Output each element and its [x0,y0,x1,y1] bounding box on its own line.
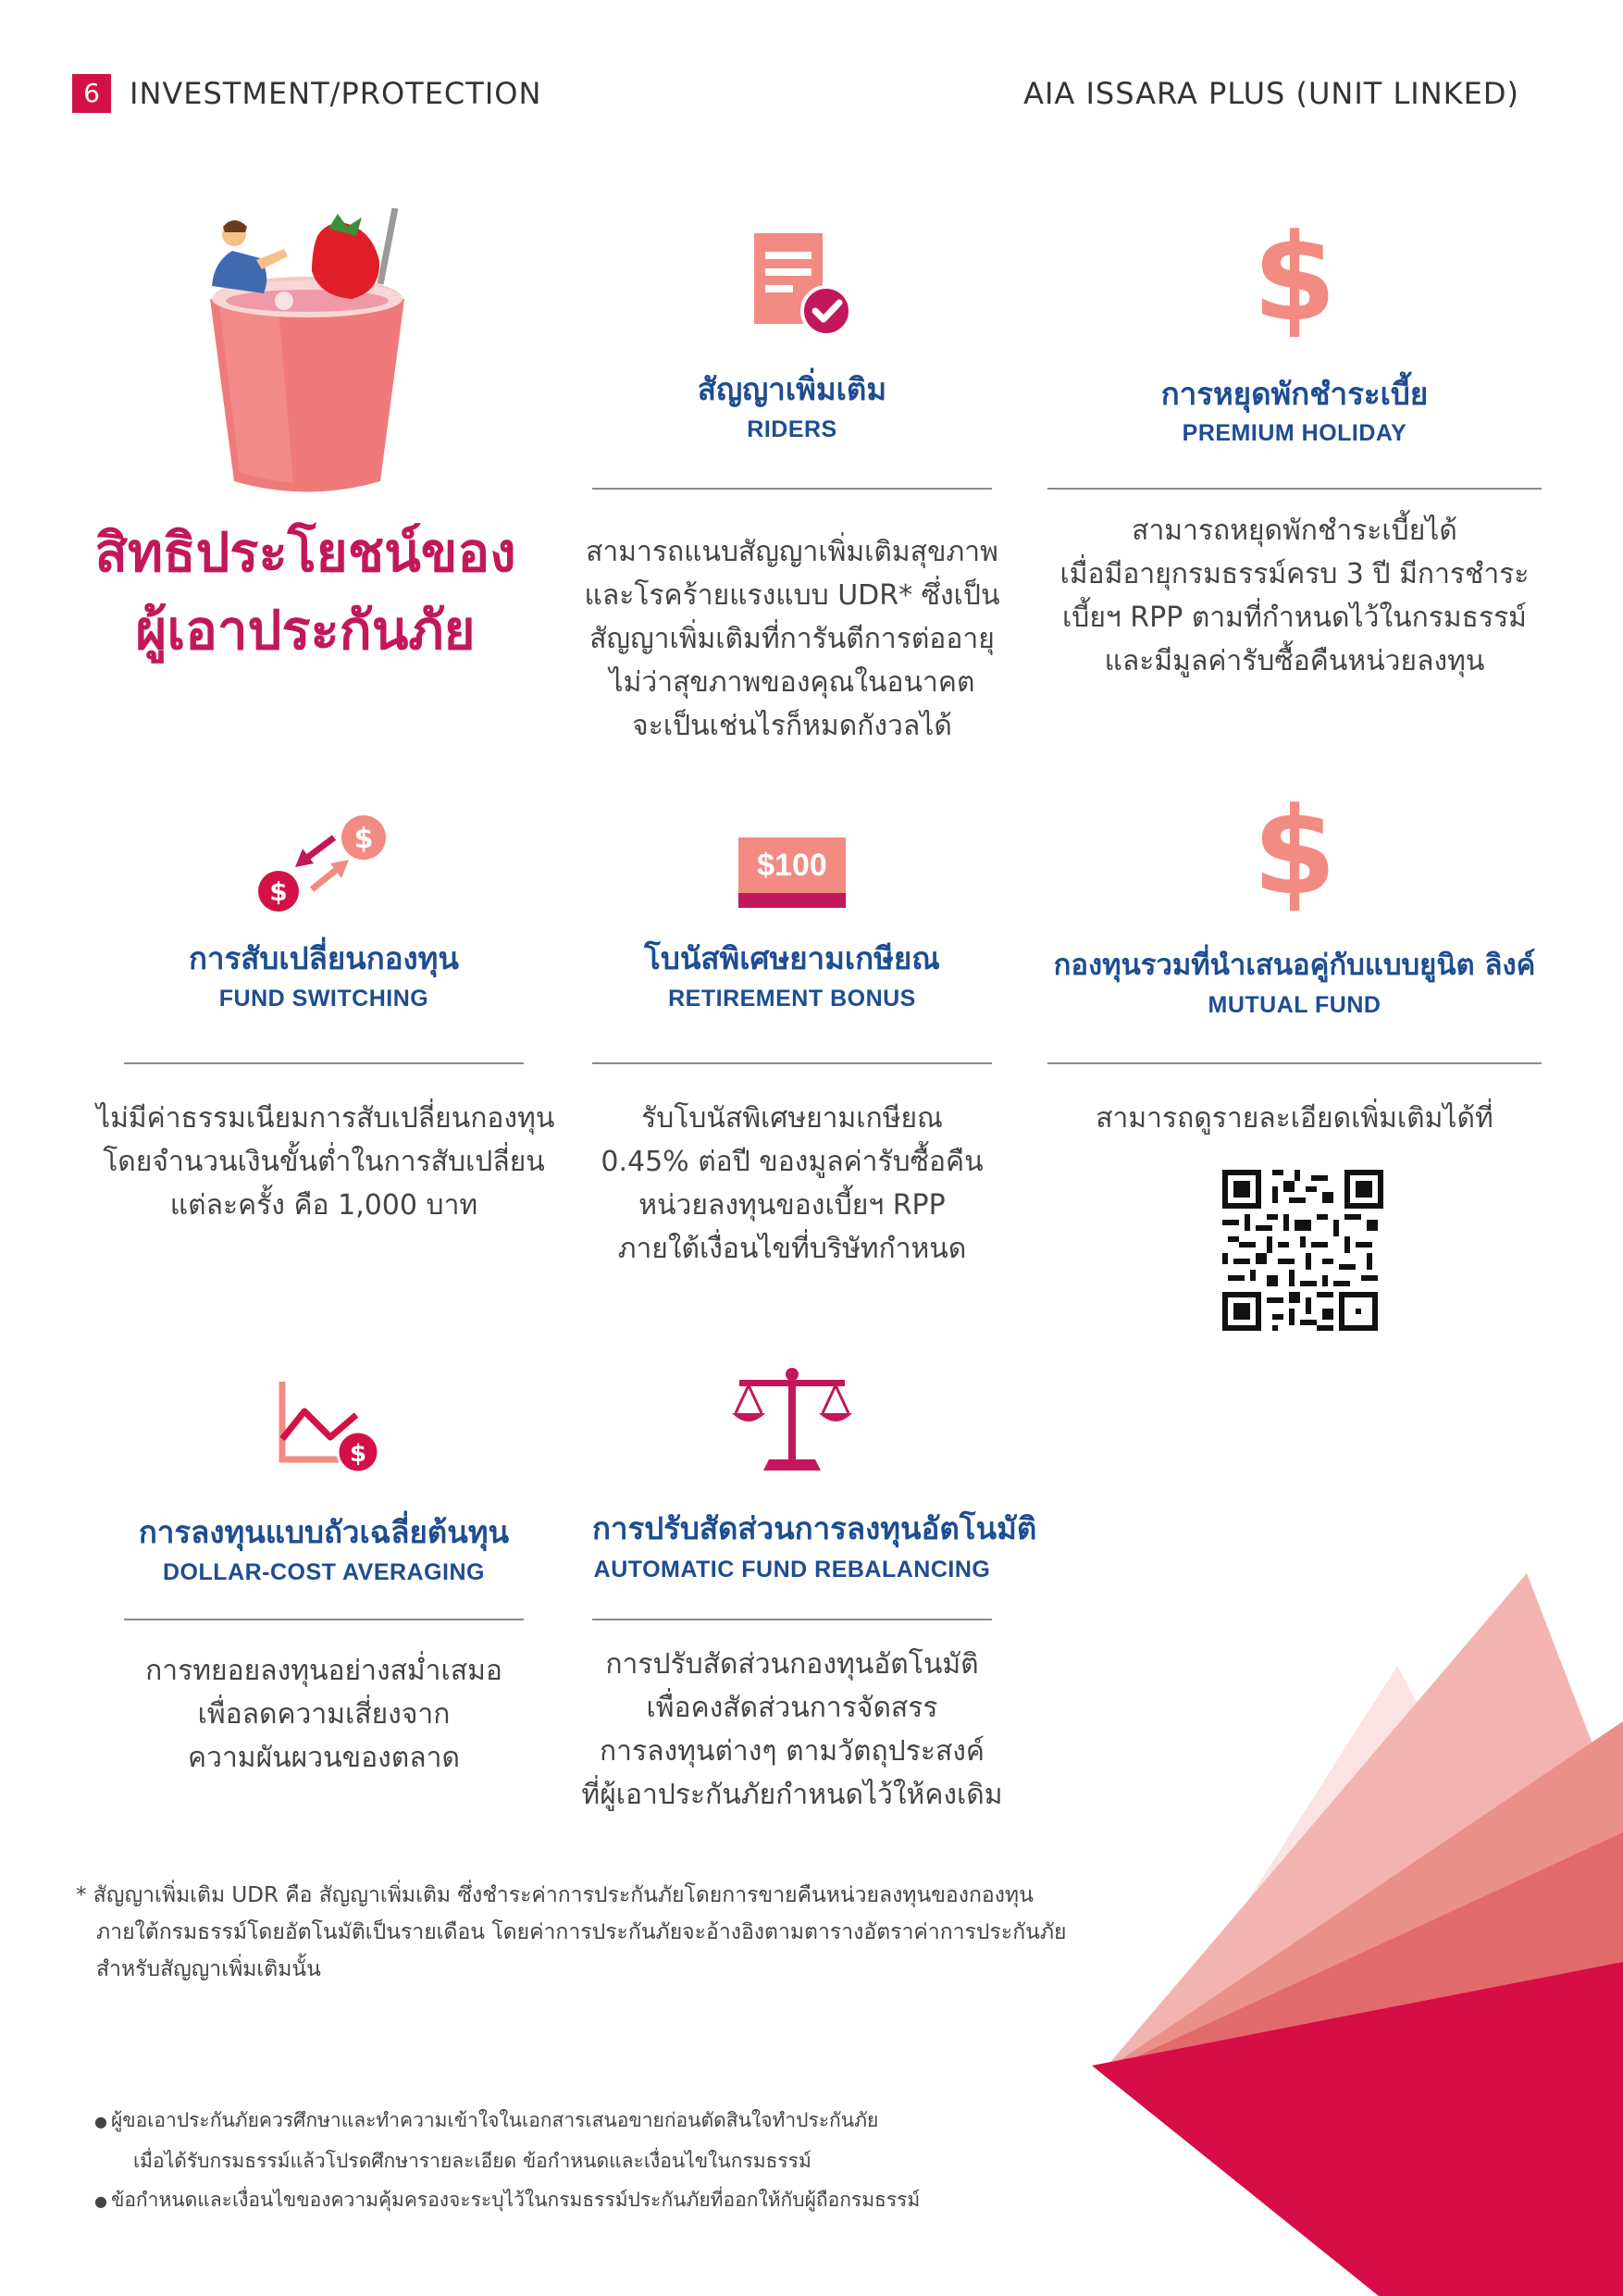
dollar-100-icon [738,838,846,912]
premium-holiday-desc-line: สามารถหยุดพักชำระเบี้ยได้ [1132,515,1457,547]
dca-desc-line: ความผันผวนของตลาด [188,1742,460,1774]
smoothie-illustration [199,208,407,495]
retirement-bonus-title-th: โบนัสพิเศษยามเกษียณ [644,940,940,976]
rebalancing-divider [592,1619,992,1620]
switch-arrows-icon [254,810,393,912]
note-item: ● ข้อกำหนดและเงื่อนไขของความคุ้มครองจะระบุไว้ในกรมธรรม์ประกันภัยที่ออกให้กับผู้ถือกรมธรรม์ [113,2180,1038,2221]
riders-description [564,530,1020,748]
footnote-line: * สัญญาเพิ่มเติม UDR คือ สัญญาเพิ่มเติม ซึ่งชำระค่าการประกันภัยโดยการขายคืนหน่วยลงทุนของกองทุน [76,1883,1034,1907]
rebalancing-description [564,1643,1020,1817]
premium-holiday-title-th: การหยุดพักชำระเบี้ย [1160,376,1429,412]
premium-holiday-desc-line: และมีมูลค่ารับซื้อคืนหน่วยลงทุน [1104,645,1485,677]
heading-line-2: ผู้เอาประกันภัย [135,599,476,662]
retirement-bonus-divider [592,1062,992,1064]
mutual-fund-divider [1047,1062,1542,1064]
riders-title-en: RIDERS [747,416,837,442]
premium-holiday-title-en: PREMIUM HOLIDAY [1182,420,1407,446]
fund-switching-description [96,1097,555,1227]
document-check-icon [750,231,852,333]
fund-switching-title-th: การสับเปลี่ยนกองทุน [189,940,459,976]
retirement-bonus-desc-line: หน่วยลงทุนของเบี้ยฯ RPP [638,1189,946,1222]
heading-line-1: สิทธิประโยชน์ของ [94,521,516,584]
rebalancing-title-th: การปรับสัดส่วนการลงทุนอัตโนมัติ [592,1510,1037,1546]
retirement-bonus-desc-line: ภายใต้เงื่อนไขที่บริษัทกำหนด [617,1233,967,1265]
note-item: ● ผู้ขอเอาประกันภัยควรศึกษาและทำความเข้าใจในเอกสารเสนอขายก่อนตัดสินใจทำประกันภัย [113,2101,1038,2141]
dca-divider [124,1619,524,1620]
dollar-100-label: $100 [738,838,846,893]
section-label: INVESTMENT/PROTECTION [130,76,542,111]
riders-desc-line: ไม่ว่าสุขภาพของคุณในอนาคต [609,666,975,699]
riders-desc-line: จะเป็นเช่นไรก็หมดกังวลได้ [632,710,952,742]
dca-desc-line: การทยอยลงทุนอย่างสม่ำเสมอ [145,1655,502,1687]
product-name: AIA ISSARA PLUS (UNIT LINKED) [1023,76,1519,111]
fund-switching-divider [124,1062,524,1064]
udr-footnote [76,1877,1094,1988]
svg-text:$: $ [349,1440,367,1468]
note-item-continued: เมื่อได้รับกรมธรรม์แล้วโปรดศึกษารายละเอียด ข้อกำหนดและเงื่อนไขในกรมธรรม์ [133,2150,812,2172]
mutual-fund-desc-line: สามารถดูรายละเอียดเพิ่มเติมได้ที่ [1096,1102,1493,1135]
page-number: 6 [72,74,111,113]
fund-switching-title-en: FUND SWITCHING [218,986,429,1011]
retirement-bonus-desc-line: 0.45% ต่อปี ของมูลค่ารับซื้อคืน [601,1146,984,1178]
riders-desc-line: และโรคร้ายแรงแบบ UDR* ซึ่งเป็น [584,579,1000,612]
corner-decoration [1092,1573,1623,2296]
footnote-line: ภายใต้กรมธรรม์โดยอัตโนมัติเป็นรายเดือน โดยค่าการประกันภัยจะอ้างอิงตามตารางอัตราค่าการประกันภัย [96,1920,1067,1944]
dca-desc-line: เพื่อลดความเสี่ยงจาก [197,1698,451,1731]
retirement-bonus-desc-line: รับโบนัสพิเศษยามเกษียณ [641,1102,943,1135]
dollar-icon: $ [1252,207,1337,348]
rebalancing-desc-line: การปรับสัดส่วนกองทุนอัตโนมัติ [605,1648,979,1681]
riders-desc-line: สามารถแนบสัญญาเพิ่มเติมสุขภาพ [586,536,998,568]
balance-scale-icon [732,1365,852,1476]
qr-code[interactable] [1222,1170,1383,1331]
footnote-line: สำหรับสัญญาเพิ่มเติมนั้น [96,1957,321,1981]
dca-title-th: การลงทุนแบบถัวเฉลี่ยต้นทุน [138,1514,510,1550]
premium-holiday-divider [1047,488,1542,490]
premium-holiday-desc-line: เมื่อมีอายุกรมธรรม์ครบ 3 ปี มีการชำระ [1059,558,1530,590]
dollar-icon: $ [1252,781,1337,922]
rebalancing-desc-line: เพื่อคงสัดส่วนการจัดสรร [646,1692,938,1724]
page-heading [74,514,537,669]
rebalancing-desc-line: ที่ผู้เอาประกันภัยกำหนดไว้ให้คงเดิม [581,1779,1003,1811]
premium-holiday-description [1020,509,1569,683]
svg-text:$: $ [269,876,288,907]
rebalancing-desc-line: การลงทุนต่างๆ ตามวัตถุประสงค์ [600,1735,985,1768]
rebalancing-title-en: AUTOMATIC FUND REBALANCING [593,1557,991,1582]
dollar-100-base [738,893,846,908]
mutual-fund-description [1020,1097,1569,1140]
retirement-bonus-title-en: RETIREMENT BONUS [668,986,916,1011]
dca-description [96,1649,551,1780]
riders-title-th: สัญญาเพิ่มเติม [697,371,887,407]
retirement-bonus-description [564,1097,1020,1271]
fund-switching-desc-line: โดยจำนวนเงินขั้นต่ำในการสับเปลี่ยน [103,1146,545,1178]
premium-holiday-desc-line: เบี้ยฯ RPP ตามที่กำหนดไว้ในกรมธรรม์ [1062,602,1527,634]
riders-divider [592,488,992,490]
riders-desc-line: สัญญาเพิ่มเติมที่การันตีการต่ออายุ [589,623,995,655]
fund-switching-desc-line: แต่ละครั้ง คือ 1,000 บาท [169,1189,478,1222]
mutual-fund-title-th: กองทุนรวมที่นำเสนอคู่กับแบบยูนิต ลิงค์ [1053,949,1536,982]
mutual-fund-title-en: MUTUAL FUND [1208,992,1381,1018]
chart-down-dollar-icon [264,1374,384,1476]
disclaimer-notes [110,2101,1038,2221]
fund-switching-desc-line: ไม่มีค่าธรรมเนียมการสับเปลี่ยนกองทุน [96,1102,555,1135]
dca-title-en: DOLLAR-COST AVERAGING [163,1559,485,1585]
svg-text:$: $ [353,823,374,855]
